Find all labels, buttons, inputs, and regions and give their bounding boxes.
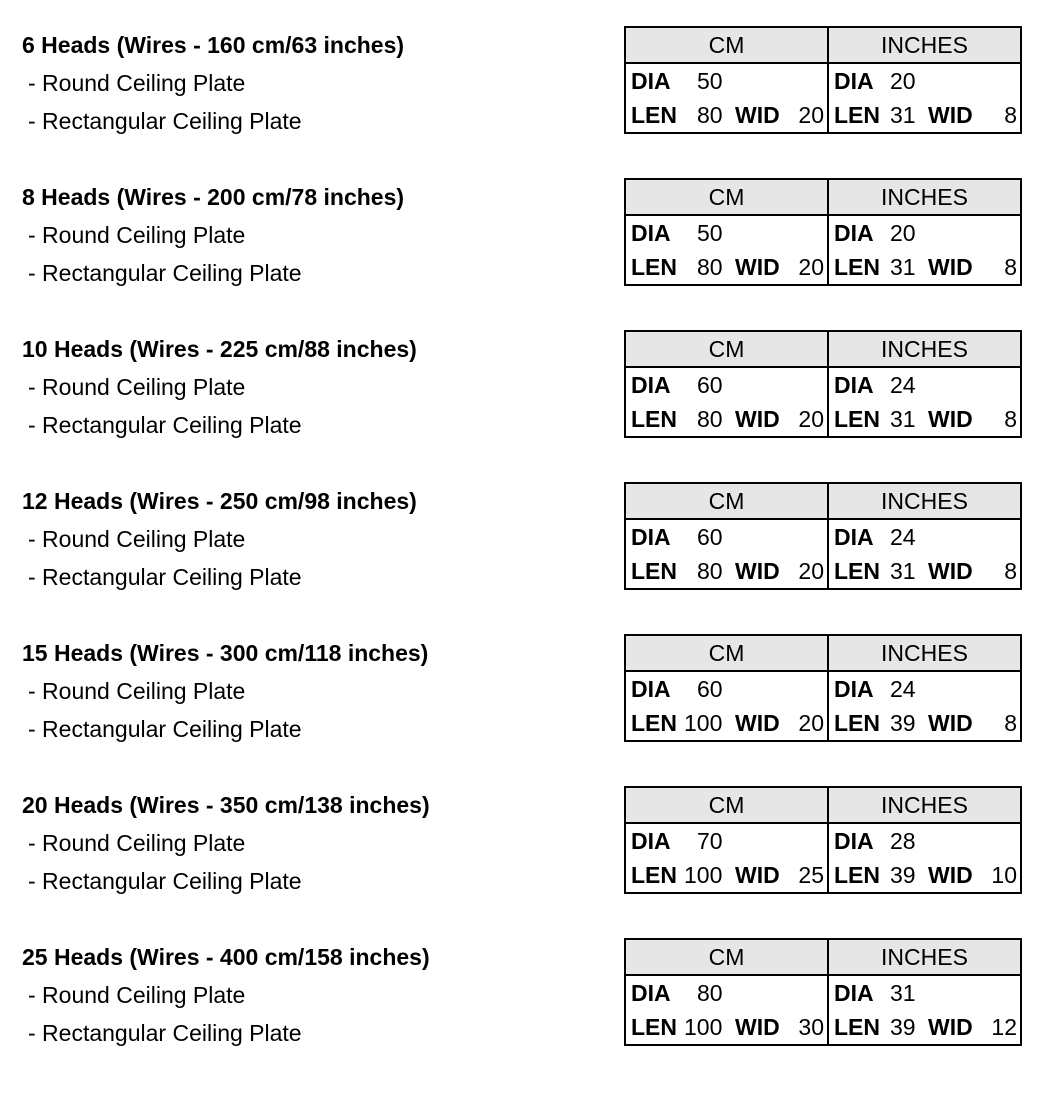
dia-key: DIA [834,676,874,702]
dia-key: DIA [834,220,874,246]
section-title: 20 Heads (Wires - 350 cm/138 inches) [22,792,430,818]
cm-dia-value: 60 [697,676,723,702]
len-key: LEN [631,558,677,584]
in-diameter-cell [828,215,1021,250]
cm-length-width-cell [625,98,828,133]
section-15-heads [0,634,1062,786]
section-title: 8 Heads (Wires - 200 cm/78 inches) [22,184,405,210]
wid-key: WID [735,254,780,280]
in-length-width-cell [828,402,1021,437]
len-key: LEN [834,1014,880,1040]
round-plate-label: - Round Ceiling Plate [28,678,246,704]
cm-dia-value: 50 [697,68,723,94]
dia-key: DIA [631,828,671,854]
wid-key: WID [928,406,973,432]
wid-key: WID [928,1014,973,1040]
inches-header: INCHES [828,27,1021,63]
section-title: 12 Heads (Wires - 250 cm/98 inches) [22,488,417,514]
dimensions-table [624,786,1022,894]
dia-key: DIA [834,524,874,550]
len-key: LEN [631,102,677,128]
section-20-heads [0,786,1062,938]
cm-wid-value: 20 [798,102,824,128]
in-dia-value: 24 [890,676,916,702]
cm-length-width-cell [625,1010,828,1045]
dia-key: DIA [631,524,671,550]
in-len-value: 39 [890,862,916,888]
rectangular-plate-label: - Rectangular Ceiling Plate [28,716,302,742]
in-diameter-cell [828,63,1021,98]
cm-dia-value: 80 [697,980,723,1006]
in-dia-value: 28 [890,828,916,854]
len-key: LEN [834,558,880,584]
wid-key: WID [735,558,780,584]
cm-length-width-cell [625,858,828,893]
section-title: 10 Heads (Wires - 225 cm/88 inches) [22,336,417,362]
in-diameter-cell [828,519,1021,554]
cm-wid-value: 20 [798,558,824,584]
cm-diameter-cell [625,519,828,554]
in-dia-value: 24 [890,524,916,550]
rectangular-plate-label: - Rectangular Ceiling Plate [28,564,302,590]
round-plate-label: - Round Ceiling Plate [28,374,246,400]
len-key: LEN [834,254,880,280]
dia-key: DIA [834,372,874,398]
cm-wid-value: 20 [798,254,824,280]
section-labels [22,786,602,900]
wid-key: WID [928,862,973,888]
cm-len-value: 80 [697,558,723,584]
len-key: LEN [834,710,880,736]
len-key: LEN [631,710,677,736]
section-labels [22,482,602,596]
cm-wid-value: 20 [798,406,824,432]
dimensions-table [624,938,1022,1046]
cm-dia-value: 60 [697,524,723,550]
cm-diameter-cell [625,63,828,98]
rectangular-plate-label: - Rectangular Ceiling Plate [28,1020,302,1046]
dia-key: DIA [834,68,874,94]
in-length-width-cell [828,858,1021,893]
dia-key: DIA [631,372,671,398]
in-wid-value: 8 [1004,406,1017,432]
rectangular-plate-label: - Rectangular Ceiling Plate [28,108,302,134]
section-labels [22,634,602,748]
in-diameter-cell [828,671,1021,706]
inches-header: INCHES [828,939,1021,975]
len-key: LEN [834,862,880,888]
rectangular-plate-label: - Rectangular Ceiling Plate [28,412,302,438]
inches-header: INCHES [828,179,1021,215]
cm-diameter-cell [625,823,828,858]
round-plate-label: - Round Ceiling Plate [28,222,246,248]
in-wid-value: 8 [1004,102,1017,128]
in-diameter-cell [828,367,1021,402]
cm-length-width-cell [625,554,828,589]
cm-len-value: 80 [697,102,723,128]
cm-length-width-cell [625,706,828,741]
in-dia-value: 31 [890,980,916,1006]
in-wid-value: 10 [991,862,1017,888]
wid-key: WID [735,1014,780,1040]
in-dia-value: 20 [890,68,916,94]
in-diameter-cell [828,823,1021,858]
dia-key: DIA [631,68,671,94]
in-wid-value: 8 [1004,254,1017,280]
section-10-heads [0,330,1062,482]
section-6-heads [0,26,1062,178]
len-key: LEN [834,406,880,432]
wid-key: WID [928,558,973,584]
section-title: 15 Heads (Wires - 300 cm/118 inches) [22,640,429,666]
cm-len-value: 100 [684,1014,723,1040]
inches-header: INCHES [828,331,1021,367]
cm-header: CM [625,331,828,367]
rectangular-plate-label: - Rectangular Ceiling Plate [28,868,302,894]
wid-key: WID [735,862,780,888]
cm-header: CM [625,939,828,975]
cm-header: CM [625,635,828,671]
round-plate-label: - Round Ceiling Plate [28,982,246,1008]
cm-len-value: 80 [697,254,723,280]
cm-header: CM [625,179,828,215]
in-len-value: 31 [890,406,916,432]
cm-header: CM [625,27,828,63]
cm-length-width-cell [625,402,828,437]
cm-wid-value: 25 [798,862,824,888]
cm-diameter-cell [625,367,828,402]
in-len-value: 31 [890,254,916,280]
dia-key: DIA [834,828,874,854]
in-diameter-cell [828,975,1021,1010]
in-len-value: 31 [890,102,916,128]
cm-diameter-cell [625,671,828,706]
inches-header: INCHES [828,483,1021,519]
len-key: LEN [834,102,880,128]
in-length-width-cell [828,98,1021,133]
section-25-heads [0,938,1062,1090]
dimensions-table [624,482,1022,590]
section-title: 6 Heads (Wires - 160 cm/63 inches) [22,32,405,58]
len-key: LEN [631,254,677,280]
in-wid-value: 8 [1004,558,1017,584]
len-key: LEN [631,406,677,432]
spec-sections [0,26,1062,1090]
in-dia-value: 24 [890,372,916,398]
section-labels [22,178,602,292]
cm-dia-value: 70 [697,828,723,854]
dimensions-table [624,330,1022,438]
cm-wid-value: 30 [798,1014,824,1040]
dimensions-table [624,634,1022,742]
round-plate-label: - Round Ceiling Plate [28,70,246,96]
in-wid-value: 12 [991,1014,1017,1040]
wid-key: WID [928,254,973,280]
dia-key: DIA [631,980,671,1006]
inches-header: INCHES [828,635,1021,671]
cm-length-width-cell [625,250,828,285]
round-plate-label: - Round Ceiling Plate [28,526,246,552]
in-len-value: 31 [890,558,916,584]
len-key: LEN [631,862,677,888]
dimensions-table [624,26,1022,134]
cm-dia-value: 50 [697,220,723,246]
cm-diameter-cell [625,215,828,250]
in-wid-value: 8 [1004,710,1017,736]
wid-key: WID [735,710,780,736]
cm-header: CM [625,483,828,519]
section-title: 25 Heads (Wires - 400 cm/158 inches) [22,944,430,970]
wid-key: WID [735,102,780,128]
cm-dia-value: 60 [697,372,723,398]
in-len-value: 39 [890,1014,916,1040]
in-length-width-cell [828,706,1021,741]
dia-key: DIA [631,676,671,702]
len-key: LEN [631,1014,677,1040]
in-length-width-cell [828,1010,1021,1045]
section-8-heads [0,178,1062,330]
cm-len-value: 80 [697,406,723,432]
section-labels [22,26,602,140]
dimensions-table [624,178,1022,286]
in-dia-value: 20 [890,220,916,246]
section-labels [22,938,602,1052]
section-labels [22,330,602,444]
dia-key: DIA [631,220,671,246]
in-len-value: 39 [890,710,916,736]
cm-diameter-cell [625,975,828,1010]
cm-len-value: 100 [684,862,723,888]
in-length-width-cell [828,554,1021,589]
section-12-heads [0,482,1062,634]
wid-key: WID [928,710,973,736]
dia-key: DIA [834,980,874,1006]
cm-header: CM [625,787,828,823]
inches-header: INCHES [828,787,1021,823]
rectangular-plate-label: - Rectangular Ceiling Plate [28,260,302,286]
in-length-width-cell [828,250,1021,285]
wid-key: WID [735,406,780,432]
round-plate-label: - Round Ceiling Plate [28,830,246,856]
cm-wid-value: 20 [798,710,824,736]
wid-key: WID [928,102,973,128]
cm-len-value: 100 [684,710,723,736]
